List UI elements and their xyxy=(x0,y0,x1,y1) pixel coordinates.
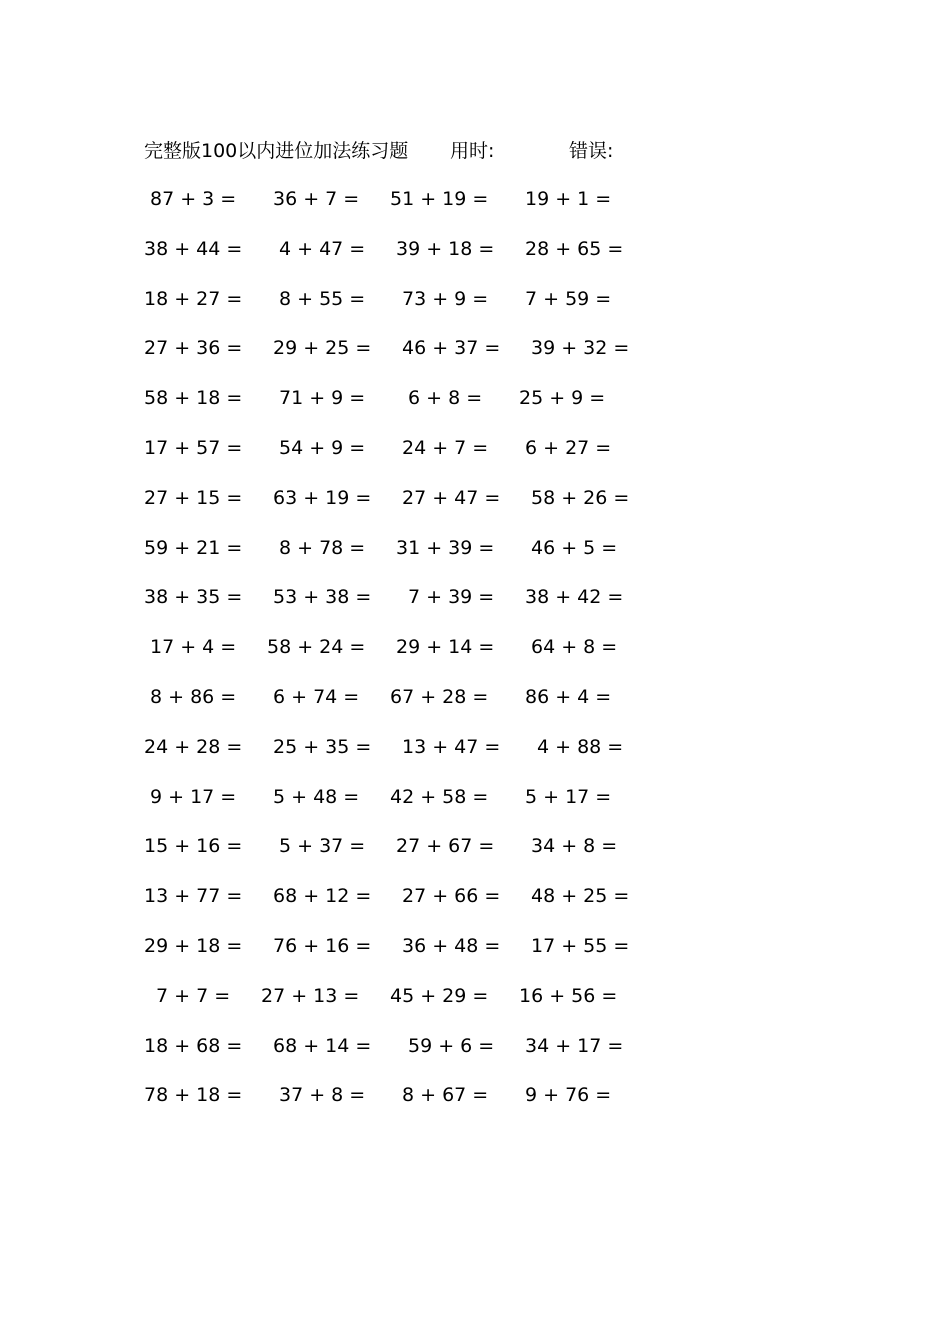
addition-problem: 36 + 7 = xyxy=(273,188,360,210)
addition-problem: 39 + 32 = xyxy=(531,337,630,359)
problem-row xyxy=(0,1031,950,1061)
addition-problem: 31 + 39 = xyxy=(396,537,495,559)
addition-problem: 68 + 12 = xyxy=(273,885,372,907)
addition-problem: 58 + 26 = xyxy=(531,487,630,509)
addition-problem: 5 + 37 = xyxy=(279,835,366,857)
problem-row xyxy=(0,931,950,961)
problem-row xyxy=(0,184,950,214)
addition-problem: 58 + 24 = xyxy=(267,636,366,658)
addition-problem: 7 + 59 = xyxy=(525,288,612,310)
addition-problem: 8 + 67 = xyxy=(402,1084,489,1106)
addition-problem: 34 + 8 = xyxy=(531,835,618,857)
addition-problem: 9 + 17 = xyxy=(150,786,237,808)
problem-row xyxy=(0,483,950,513)
problem-row xyxy=(0,582,950,612)
addition-problem: 8 + 55 = xyxy=(279,288,366,310)
addition-problem: 28 + 65 = xyxy=(525,238,624,260)
addition-problem: 6 + 27 = xyxy=(525,437,612,459)
addition-problem: 13 + 47 = xyxy=(402,736,501,758)
addition-problem: 13 + 77 = xyxy=(144,885,243,907)
addition-problem: 59 + 21 = xyxy=(144,537,243,559)
addition-problem: 34 + 17 = xyxy=(525,1035,624,1057)
addition-problem: 8 + 86 = xyxy=(150,686,237,708)
addition-problem: 27 + 67 = xyxy=(396,835,495,857)
addition-problem: 17 + 55 = xyxy=(531,935,630,957)
problem-row xyxy=(0,981,950,1011)
addition-problem: 8 + 78 = xyxy=(279,537,366,559)
addition-problem: 18 + 68 = xyxy=(144,1035,243,1057)
addition-problem: 76 + 16 = xyxy=(273,935,372,957)
problem-row xyxy=(0,234,950,264)
errors-label: 错误: xyxy=(569,140,614,162)
addition-problem: 38 + 35 = xyxy=(144,586,243,608)
addition-problem: 59 + 6 = xyxy=(408,1035,495,1057)
addition-problem: 38 + 44 = xyxy=(144,238,243,260)
addition-problem: 29 + 14 = xyxy=(396,636,495,658)
addition-problem: 7 + 7 = xyxy=(156,985,231,1007)
addition-problem: 4 + 47 = xyxy=(279,238,366,260)
addition-problem: 7 + 39 = xyxy=(408,586,495,608)
addition-problem: 25 + 9 = xyxy=(519,387,606,409)
addition-problem: 67 + 28 = xyxy=(390,686,489,708)
addition-problem: 36 + 48 = xyxy=(402,935,501,957)
problem-row xyxy=(0,333,950,363)
addition-problem: 39 + 18 = xyxy=(396,238,495,260)
addition-problem: 46 + 37 = xyxy=(402,337,501,359)
problem-row xyxy=(0,284,950,314)
problem-row xyxy=(0,831,950,861)
addition-problem: 24 + 7 = xyxy=(402,437,489,459)
addition-problem: 27 + 36 = xyxy=(144,337,243,359)
problem-row xyxy=(0,682,950,712)
problem-row xyxy=(0,632,950,662)
addition-problem: 27 + 47 = xyxy=(402,487,501,509)
addition-problem: 58 + 18 = xyxy=(144,387,243,409)
problem-row xyxy=(0,1080,950,1110)
addition-problem: 37 + 8 = xyxy=(279,1084,366,1106)
addition-problem: 64 + 8 = xyxy=(531,636,618,658)
addition-problem: 18 + 27 = xyxy=(144,288,243,310)
addition-problem: 42 + 58 = xyxy=(390,786,489,808)
addition-problem: 86 + 4 = xyxy=(525,686,612,708)
addition-problem: 27 + 13 = xyxy=(261,985,360,1007)
addition-problem: 9 + 76 = xyxy=(525,1084,612,1106)
addition-problem: 46 + 5 = xyxy=(531,537,618,559)
addition-problem: 51 + 19 = xyxy=(390,188,489,210)
addition-problem: 17 + 57 = xyxy=(144,437,243,459)
addition-problem: 24 + 28 = xyxy=(144,736,243,758)
addition-problem: 19 + 1 = xyxy=(525,188,612,210)
problem-row xyxy=(0,383,950,413)
time-used-label: 用时: xyxy=(450,140,495,162)
addition-problem: 71 + 9 = xyxy=(279,387,366,409)
addition-problem: 6 + 8 = xyxy=(408,387,483,409)
addition-problem: 27 + 66 = xyxy=(402,885,501,907)
addition-problem: 17 + 4 = xyxy=(150,636,237,658)
addition-problem: 87 + 3 = xyxy=(150,188,237,210)
addition-problem: 45 + 29 = xyxy=(390,985,489,1007)
addition-problem: 15 + 16 = xyxy=(144,835,243,857)
addition-problem: 5 + 48 = xyxy=(273,786,360,808)
addition-problem: 29 + 18 = xyxy=(144,935,243,957)
problem-row xyxy=(0,881,950,911)
problem-row xyxy=(0,433,950,463)
problem-row xyxy=(0,732,950,762)
problem-row xyxy=(0,782,950,812)
addition-problem: 63 + 19 = xyxy=(273,487,372,509)
addition-problem: 5 + 17 = xyxy=(525,786,612,808)
addition-problem: 6 + 74 = xyxy=(273,686,360,708)
addition-problem: 73 + 9 = xyxy=(402,288,489,310)
addition-problem: 29 + 25 = xyxy=(273,337,372,359)
problem-row xyxy=(0,533,950,563)
addition-problem: 16 + 56 = xyxy=(519,985,618,1007)
addition-problem: 78 + 18 = xyxy=(144,1084,243,1106)
addition-problem: 53 + 38 = xyxy=(273,586,372,608)
addition-problem: 27 + 15 = xyxy=(144,487,243,509)
addition-problem: 4 + 88 = xyxy=(537,736,624,758)
addition-problem: 68 + 14 = xyxy=(273,1035,372,1057)
addition-problem: 25 + 35 = xyxy=(273,736,372,758)
addition-problem: 48 + 25 = xyxy=(531,885,630,907)
worksheet-title: 完整版100以内进位加法练习题 xyxy=(144,140,409,162)
addition-problem: 38 + 42 = xyxy=(525,586,624,608)
addition-problem: 54 + 9 = xyxy=(279,437,366,459)
